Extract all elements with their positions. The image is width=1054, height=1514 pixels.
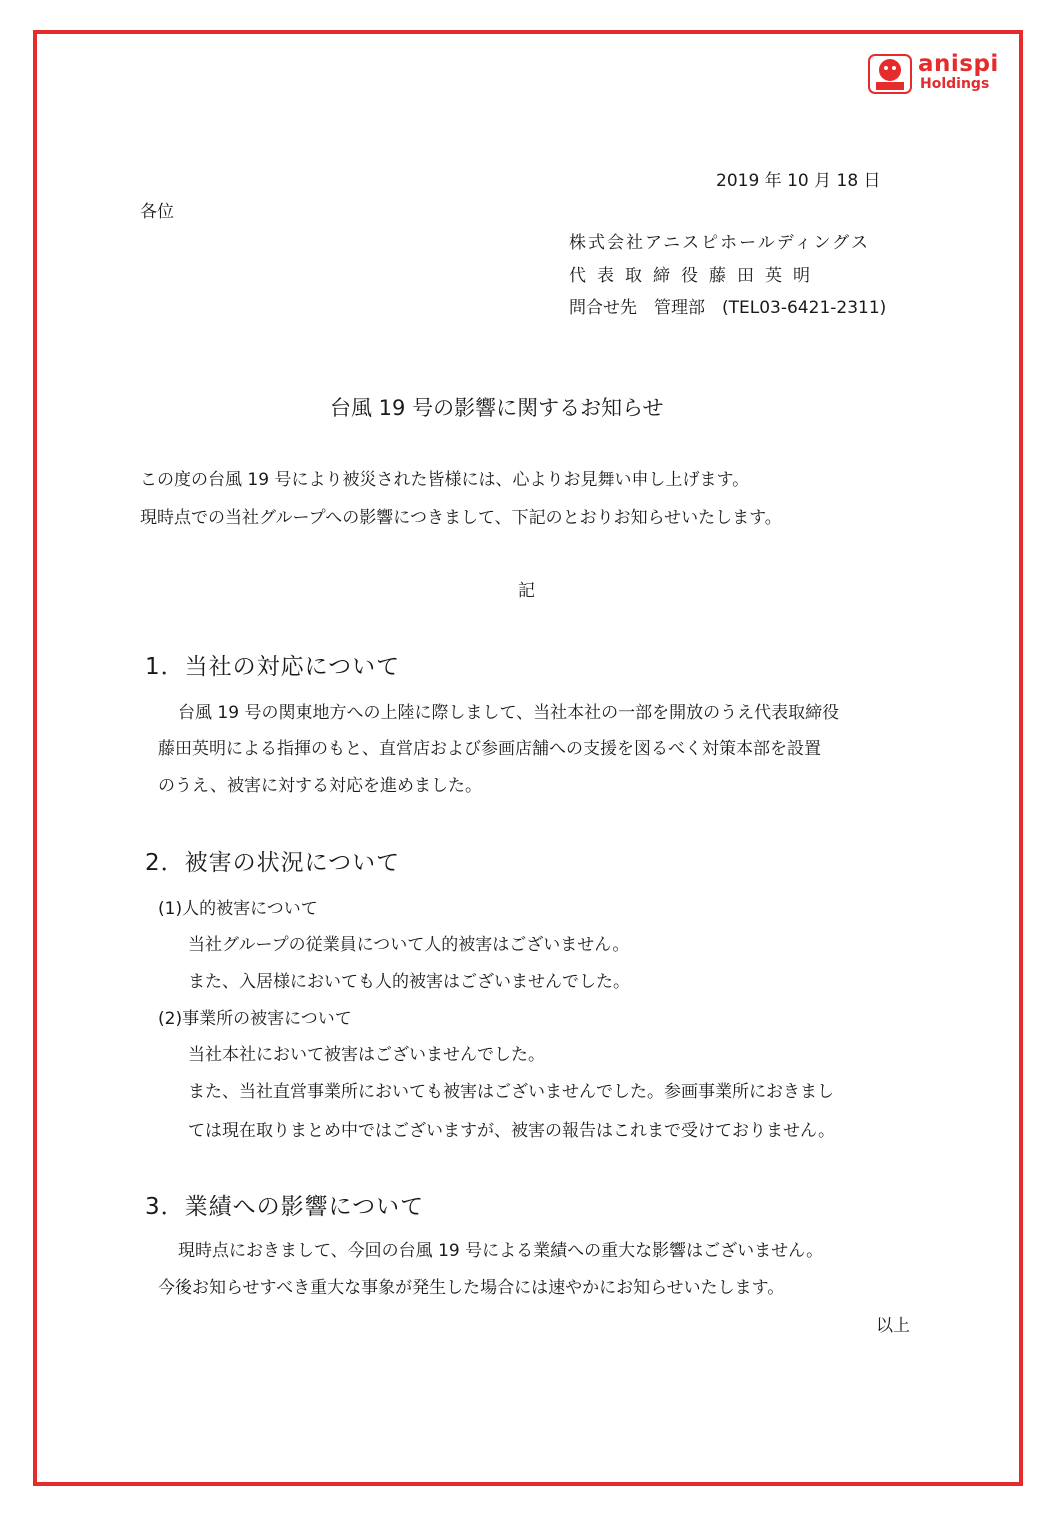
section-1-heading: 1．当社の対応について xyxy=(145,654,401,680)
representative-name: 代表取締役藤田英明 xyxy=(569,266,821,286)
section-2-heading: 2．被害の状況について xyxy=(145,850,401,876)
document-date: 2019 年 10 月 18 日 xyxy=(716,171,881,191)
closing-mark: 以上 xyxy=(876,1316,910,1336)
section-2-sub-2-line-3: ては現在取りまとめ中ではございますが、被害の報告はこれまで受けておりません。 xyxy=(188,1121,836,1141)
section-2-sub-2-line-1: 当社本社において被害はございませんでした。 xyxy=(188,1045,545,1065)
section-3-heading: 3．業績への影響について xyxy=(145,1194,425,1220)
section-2-sub-2-label: (2)事業所の被害について xyxy=(158,1009,352,1029)
document-title: 台風 19 号の影響に関するお知らせ xyxy=(330,396,664,420)
intro-line-1: この度の台風 19 号により被災された皆様には、心よりお見舞い申し上げます。 xyxy=(140,470,750,490)
section-3-line-2: 今後お知らせすべき重大な事象が発生した場合には速やかにお知らせいたします。 xyxy=(158,1278,785,1298)
logo-brand-text: anispi xyxy=(918,51,999,77)
section-2-sub-1-line-2: また、入居様においても人的被害はございませんでした。 xyxy=(188,972,630,992)
section-2-sub-1-label: (1)人的被害について xyxy=(158,899,318,919)
company-name: 株式会社アニスピホールディングス xyxy=(569,233,870,253)
section-1-line-3: のうえ、被害に対する対応を進めました。 xyxy=(158,776,483,796)
section-1-line-2: 藤田英明による指揮のもと、直営店および参画店舗への支援を図るべく対策本部を設置 xyxy=(158,739,821,759)
section-2-sub-1-line-1: 当社グループの従業員について人的被害はございません。 xyxy=(188,935,630,955)
section-2-sub-2-line-2: また、当社直営事業所においても被害はございませんでした。参画事業所におきまし xyxy=(188,1082,834,1102)
intro-line-2: 現時点での当社グループへの影響につきまして、下記のとおりお知らせいたします。 xyxy=(140,508,782,528)
recipient: 各位 xyxy=(140,202,174,222)
company-logo xyxy=(868,52,998,98)
anispi-mascot-icon xyxy=(868,54,912,94)
logo-sub-text: Holdings xyxy=(920,76,990,92)
section-3-line-1: 現時点におきまして、今回の台風 19 号による業績への重大な影響はございません。 xyxy=(178,1241,824,1261)
section-1-line-1: 台風 19 号の関東地方への上陸に際しまして、当社本社の一部を開放のうえ代表取締役 xyxy=(178,703,840,723)
ki-marker: 記 xyxy=(518,581,535,601)
contact-info: 問合せ先 管理部 (TEL03-6421-2311) xyxy=(569,298,887,318)
